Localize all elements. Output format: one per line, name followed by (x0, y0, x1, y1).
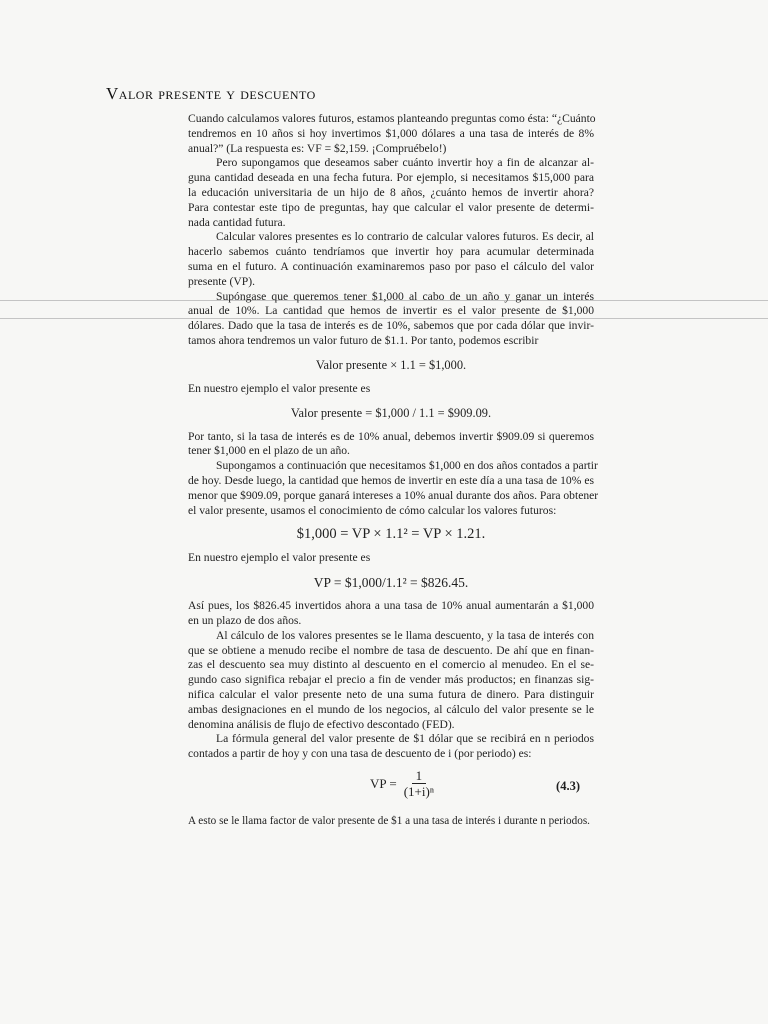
text-line: Cuando calculamos valores futuros, estamos planteando preguntas como ésta: “¿Cuánto (188, 112, 596, 125)
text-line: Supóngase que queremos tener $1,000 al cabo de un año y ganar un interés (216, 289, 594, 303)
section-heading: Valor presente y descuento (106, 84, 316, 103)
formula-fraction (401, 768, 437, 800)
text-line: que se obtiene a menudo recibe el nombre de tasa de descuento. De ahí que en finan- (188, 643, 594, 657)
text-line: En nuestro ejemplo el valor presente es (188, 381, 371, 395)
text-line: en un plazo de dos años. (188, 613, 302, 627)
text-line: tendremos en 10 años si hoy invertimos $1,000 dólares a una tasa de interés de 8% (188, 126, 594, 140)
paragraph-4 (188, 290, 594, 349)
equation-4: VP = $1,000/1.1² = $826.45. (313, 575, 469, 591)
text-line: tamos ahora tendremos un valor futuro de $1.1. Por tanto, podemos escribir (188, 333, 539, 347)
text-line: contados a partir de hoy y con una tasa de descuento de i (por periodo) es: (188, 747, 532, 761)
text-line: nada cantidad futura. (188, 215, 286, 229)
paragraph-6 (188, 459, 599, 518)
text-line: Así pues, los $826.45 invertidos ahora a una tasa de 10% anual aumentarán a $1,000 (188, 599, 594, 613)
text-line: Supongamos a continuación que necesitamos $1,000 en dos años contados a partir (216, 459, 598, 473)
paragraph-3 (188, 230, 594, 289)
text-line: Calcular valores presentes es lo contrario de calcular valores futuros. Es decir, al (216, 230, 594, 244)
body-text (188, 112, 599, 829)
text-line: presente (VP). (188, 274, 255, 288)
text-line: de hoy. Desde luego, la cantidad que hemos de invertir en este día a una tasa de 10% es (188, 473, 594, 487)
text-line: nifica calcular el valor presente neto de una suma futura de dinero. Para distinguir (188, 687, 594, 701)
text-line: hacerlo sabemos cuánto tendríamos que invertir hoy para acumular determinada (188, 245, 594, 259)
paragraph-9 (188, 732, 594, 762)
text-line: tener $1,000 en el plazo de un año. (188, 444, 350, 458)
text-line: zas el descuento sea muy distinto al descuento en el comercio al menudeo. En el se- (188, 658, 594, 672)
text-line: menor que $909.09, porque ganará intereses a 10% anual durante dos años. Para obtener (188, 488, 599, 502)
text-line: Pero supongamos que deseamos saber cuánto invertir hoy a fin de alcanzar al- (216, 156, 594, 170)
closing-line: A esto se le llama factor de valor presente de $1 a una tasa de interés i durante n periodos. (188, 814, 590, 827)
equation-2: Valor presente = $1,000 / 1.1 = $909.09. (290, 405, 492, 420)
paragraph-7 (188, 599, 594, 629)
text-line: el valor presente, usamos el conocimiento de cómo calcular los valores futuros: (188, 503, 557, 517)
text-line: ambas designaciones en el mundo de los negocios, al cálculo del valor presente se le (188, 702, 594, 716)
paragraph-5 (188, 430, 594, 460)
formula-lhs: VP = (370, 775, 397, 791)
text-line: denomina análisis de flujo de efectivo descontado (FED). (188, 717, 455, 731)
text-line: la educación universitaria de un hijo de 8 años, ¿cuánto hemos de invertir ahora? (188, 185, 594, 199)
text-line: Por tanto, si la tasa de interés es de 10% anual, debemos invertir $909.09 si queremos (188, 429, 594, 443)
paragraph-1 (188, 112, 594, 156)
text-line: gundo caso significa rebajar el precio a fin de vender más productos; en finanzas sig- (188, 673, 594, 687)
text-line: anual de 10%. La cantidad que hemos de invertir es el valor presente de $1,000 (188, 304, 594, 318)
text-line: anual?” (La respuesta es: VF = $2,159. ¡Compruébelo!) (188, 141, 447, 155)
text-line: suma en el futuro. A continuación examinaremos paso por paso el cálculo del valor (188, 259, 594, 273)
paragraph-2 (188, 156, 594, 230)
text-line: En nuestro ejemplo el valor presente es (188, 551, 371, 565)
text-line: Al cálculo de los valores presentes se le llama descuento, y la tasa de interés con (216, 628, 594, 642)
paragraph-8 (188, 629, 594, 733)
text-line: guna cantidad deseada en una fecha futura. Por ejemplo, si necesitamos $15,000 para (188, 171, 594, 185)
equation-3: $1,000 = VP × 1.1² = VP × 1.21. (296, 526, 486, 543)
equation-1: Valor presente × 1.1 = $1,000. (315, 357, 467, 372)
text-line: dólares. Dado que la tasa de interés es de 10%, sabemos que por cada dólar que invir- (188, 319, 594, 333)
text-line: La fórmula general del valor presente de $1 dólar que se recibirá en n periodos (216, 732, 594, 746)
formula-numerator: 1 (412, 768, 427, 784)
equation-number: (4.3) (556, 778, 580, 793)
present-value-formula (188, 768, 594, 808)
formula-denominator: (1+i)ⁿ (403, 783, 434, 799)
text-line: Para contestar este tipo de preguntas, hay que calcular el valor presente de determi- (188, 200, 594, 214)
